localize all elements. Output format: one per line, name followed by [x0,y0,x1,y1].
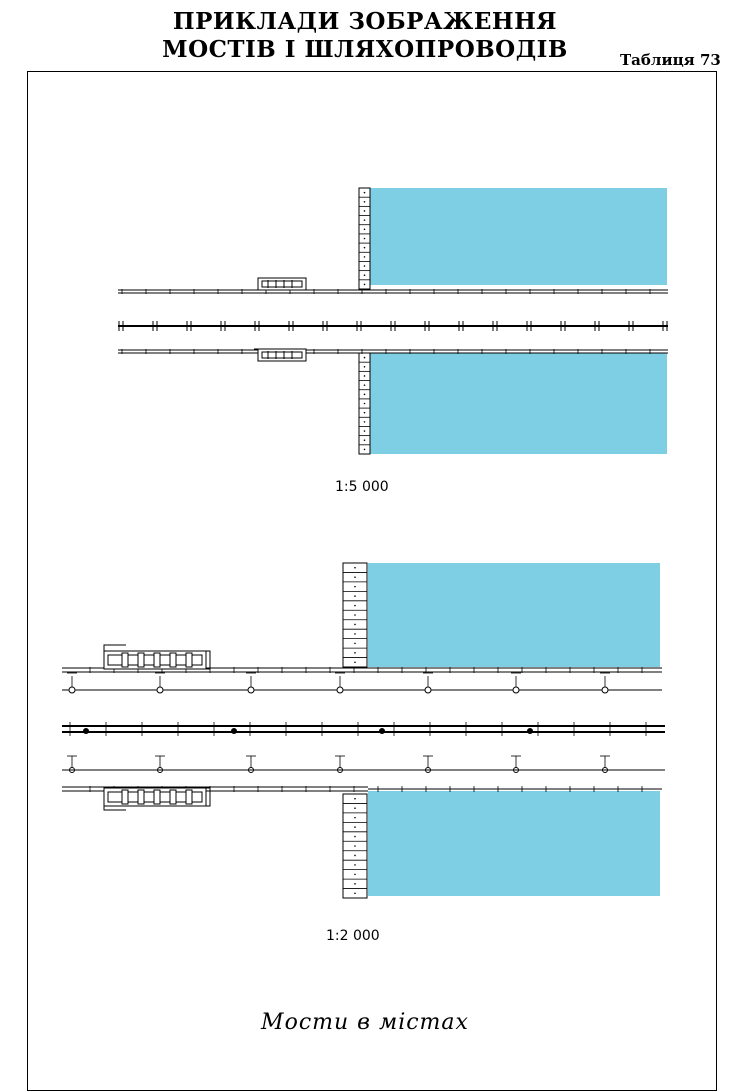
embankment-top-lower-dot [364,403,366,405]
embankment-bottom-upper-dot [354,576,356,578]
overpass-bottom-upper-pier [154,653,160,667]
embankment-top-lower-dot [364,439,366,441]
embankment-top-lower-dot [364,421,366,423]
embankment-top-lower-dot [364,357,366,359]
pole [337,687,343,693]
embankment-top-lower-dot [364,366,366,368]
overpass-bottom-upper-pier [186,653,192,667]
pole [69,687,75,693]
railway-station-dot [231,728,237,734]
embankment-top-lower-dot [364,412,366,414]
water-bottom-lower [368,791,660,896]
caption: Мости в містах [261,1010,469,1035]
overpass-bottom-lower-pier [138,790,144,804]
overpass-top-upper-abut [254,278,258,290]
diagram-1-2000 [62,563,665,898]
overpass-bottom-lower-pier [186,790,192,804]
pole [513,687,519,693]
overpass-top-lower [258,349,306,361]
embankment-bottom-lower-dot [354,892,356,894]
pole [425,687,431,693]
embankment-bottom-upper-dot [354,595,356,597]
embankment-top-upper-dot [364,219,366,221]
embankment-bottom-lower-dot [354,864,356,866]
embankment-top-upper-dot [364,284,366,286]
embankment-bottom-upper-dot [354,624,356,626]
embankment-top-upper-dot [364,256,366,258]
water-top-upper [370,188,667,285]
railway-station-dot [527,728,533,734]
table-number: Таблиця 73 [620,51,721,69]
overpass-bottom-lower-pier [154,790,160,804]
diagram-1-5000 [118,188,668,454]
water-bottom-upper [368,563,660,667]
embankment-bottom-upper-dot [354,605,356,607]
pole [157,687,163,693]
embankment-top-lower-dot [364,430,366,432]
scale-label-1-5000: 1:5 000 [335,479,389,495]
overpass-bottom-upper-end [206,651,210,669]
pole [602,687,608,693]
embankment-bottom-lower-dot [354,874,356,876]
overpass-top-lower-abut [254,349,258,361]
overpass-bottom-upper-pier [170,653,176,667]
embankment-top-upper-dot [364,238,366,240]
embankment-bottom-lower-dot [354,817,356,819]
embankment-top-upper-dot [364,210,366,212]
embankment-bottom-upper-dot [354,567,356,569]
embankment-top-lower-dot [364,394,366,396]
pole [248,687,254,693]
embankment-top-upper-dot [364,201,366,203]
embankment-top-upper-dot [364,229,366,231]
scale-label-1-2000: 1:2 000 [326,928,380,944]
embankment-bottom-upper-dot [354,661,356,663]
overpass-top-upper [258,278,306,290]
embankment-top-upper-dot [364,247,366,249]
embankment-bottom-upper-dot [354,652,356,654]
embankment-top-upper-dot [364,274,366,276]
embankment-bottom-upper-dot [354,643,356,645]
overpass-bottom-lower-pier [122,790,128,804]
page-title-line-2: МОСТІВ І ШЛЯХОПРОВОДІВ [162,36,568,63]
railway-station-dot [379,728,385,734]
overpass-bottom-upper-pier [138,653,144,667]
embankment-bottom-upper-dot [354,614,356,616]
embankment-bottom-lower-dot [354,845,356,847]
embankment-bottom-lower-dot [354,836,356,838]
embankment-bottom-upper-dot [354,586,356,588]
embankment-top-lower-dot [364,384,366,386]
page-title-line-1: ПРИКЛАДИ ЗОБРАЖЕННЯ [172,8,558,35]
embankment-bottom-lower-dot [354,826,356,828]
water-top-lower [370,353,667,454]
embankment-bottom-upper-dot [354,633,356,635]
embankment-top-lower-dot [364,449,366,451]
embankment-bottom-lower-dot [354,798,356,800]
embankment-top-upper-dot [364,265,366,267]
embankment-bottom-lower-dot [354,883,356,885]
embankment-top-lower-dot [364,375,366,377]
embankment-bottom-lower-dot [354,807,356,809]
railway-station-dot [83,728,89,734]
embankment-bottom-lower-dot [354,855,356,857]
overpass-bottom-upper-pier [122,653,128,667]
overpass-bottom-lower-pier [170,790,176,804]
embankment-top-upper-dot [364,192,366,194]
